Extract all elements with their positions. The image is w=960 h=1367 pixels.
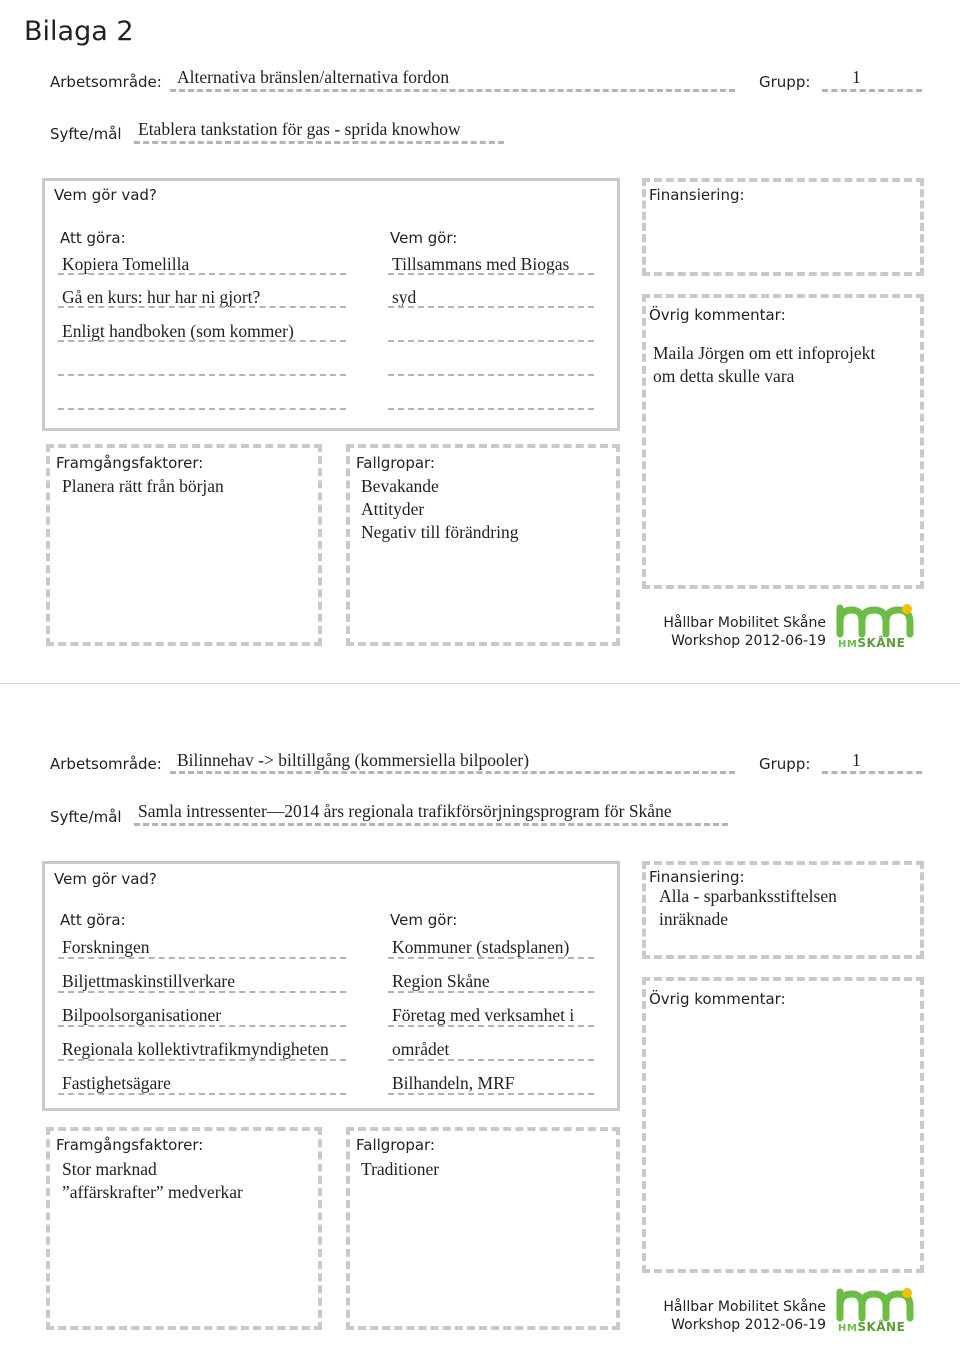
att-gora-line	[58, 991, 346, 993]
syfte-label: Syfte/mål	[50, 808, 122, 826]
framgangsfaktorer-label: Framgångsfaktorer:	[56, 454, 204, 472]
fallgropar-box	[346, 444, 620, 646]
vem-gor-line	[388, 306, 594, 308]
hm-skane-logo	[836, 600, 930, 650]
finansiering-label: Finansiering:	[649, 868, 745, 886]
ovrig-kommentar-line: om detta skulle vara	[653, 366, 795, 386]
logo-skane: SKÅNE	[857, 636, 906, 650]
framgangsfaktorer-box	[46, 1127, 322, 1330]
vem-gor-vad-label: Vem gör vad?	[54, 870, 157, 888]
att-gora-item: Bilpoolsorganisationer	[62, 1005, 222, 1025]
framgangsfaktorer-item: ”affärskrafter” medverkar	[62, 1182, 243, 1202]
fallgropar-label: Fallgropar:	[356, 454, 435, 472]
att-gora-label: Att göra:	[60, 911, 126, 929]
vem-gor-item: syd	[392, 287, 417, 307]
brand-line-1: Hållbar Mobilitet Skåne	[663, 1299, 826, 1315]
arbetsomrade-line	[170, 771, 735, 774]
att-gora-item: Kopiera Tomelilla	[62, 254, 190, 274]
att-gora-line	[58, 1093, 346, 1095]
att-gora-line	[58, 957, 346, 959]
vem-gor-label: Vem gör:	[390, 229, 458, 247]
logo-hm: HM	[838, 1323, 858, 1334]
brand-line-2: Workshop 2012-06-19	[671, 1317, 826, 1333]
ovrig-kommentar-label: Övrig kommentar:	[649, 306, 786, 324]
logo-hm: HM	[838, 639, 858, 650]
framgangsfaktorer-item: Stor marknad	[62, 1159, 157, 1179]
fallgropar-box	[346, 1127, 620, 1330]
vem-gor-item: Tillsammans med Biogas	[392, 254, 570, 274]
vem-gor-item: Företag med verksamhet i	[392, 1005, 575, 1025]
brand-line-2: Workshop 2012-06-19	[671, 633, 826, 649]
arbetsomrade-value: Bilinnehav -> biltillgång (kommersiella bilpooler)	[177, 750, 530, 770]
vem-gor-item: Bilhandeln, MRF	[392, 1073, 515, 1093]
att-gora-item: Forskningen	[62, 937, 150, 957]
vem-gor-item: Kommuner (stadsplanen)	[392, 937, 570, 957]
finansiering-line: Alla - sparbanksstiftelsen	[659, 886, 837, 906]
ovrig-kommentar-box	[642, 294, 924, 589]
grupp-label: Grupp:	[759, 755, 811, 773]
page-title: Bilaga 2	[24, 16, 134, 47]
vem-gor-line	[388, 957, 594, 959]
syfte-value: Samla intressenter—2014 års regionala trafikförsörjningsprogram för Skåne	[138, 801, 672, 821]
brand-line-1: Hållbar Mobilitet Skåne	[663, 615, 826, 631]
syfte-label: Syfte/mål	[50, 125, 122, 143]
att-gora-line	[58, 340, 346, 342]
fallgropar-item: Negativ till förändring	[361, 522, 519, 542]
ovrig-kommentar-box	[642, 977, 924, 1273]
finansiering-line: inräknade	[659, 909, 728, 929]
att-gora-item: Enligt handboken (som kommer)	[62, 321, 294, 341]
fallgropar-item: Bevakande	[361, 476, 439, 496]
arbetsomrade-line	[170, 89, 735, 92]
arbetsomrade-label: Arbetsområde:	[50, 73, 162, 91]
fallgropar-item: Attityder	[361, 499, 425, 519]
vem-gor-label: Vem gör:	[390, 911, 458, 929]
vem-gor-line	[388, 991, 594, 993]
brand-text	[640, 614, 826, 650]
grupp-line	[822, 771, 922, 774]
vem-gor-line	[388, 408, 594, 410]
syfte-line	[134, 823, 728, 826]
syfte-line	[134, 141, 504, 144]
brand-text	[640, 1298, 826, 1334]
att-gora-item: Biljettmaskinstillverkare	[62, 971, 236, 991]
fallgropar-label: Fallgropar:	[356, 1136, 435, 1154]
vem-gor-item: Region Skåne	[392, 971, 490, 991]
att-gora-line	[58, 273, 346, 275]
att-gora-item: Fastighetsägare	[62, 1073, 171, 1093]
vem-gor-line	[388, 1093, 594, 1095]
grupp-value: 1	[852, 67, 861, 87]
arbetsomrade-value: Alternativa bränslen/alternativa fordon	[177, 67, 450, 87]
vem-gor-line	[388, 340, 594, 342]
fallgropar-item: Traditioner	[361, 1159, 440, 1179]
vem-gor-line	[388, 1059, 594, 1061]
syfte-value: Etablera tankstation för gas - sprida knowhow	[138, 119, 461, 139]
page-separator	[0, 683, 960, 684]
grupp-value: 1	[852, 750, 861, 770]
vem-gor-line	[388, 374, 594, 376]
att-gora-line	[58, 306, 346, 308]
vem-gor-item: området	[392, 1039, 450, 1059]
finansiering-label: Finansiering:	[649, 186, 745, 204]
vem-gor-line	[388, 273, 594, 275]
vem-gor-line	[388, 1025, 594, 1027]
att-gora-line	[58, 1025, 346, 1027]
att-gora-line	[58, 408, 346, 410]
grupp-label: Grupp:	[759, 73, 811, 91]
att-gora-label: Att göra:	[60, 229, 126, 247]
grupp-line	[822, 89, 922, 92]
att-gora-item: Regionala kollektivtrafikmyndigheten	[62, 1039, 329, 1059]
framgangsfaktorer-item: Planera rätt från början	[62, 476, 224, 496]
hm-skane-logo	[836, 1284, 930, 1334]
arbetsomrade-label: Arbetsområde:	[50, 755, 162, 773]
att-gora-line	[58, 374, 346, 376]
vem-gor-vad-label: Vem gör vad?	[54, 186, 157, 204]
ovrig-kommentar-label: Övrig kommentar:	[649, 990, 786, 1008]
logo-skane: SKÅNE	[857, 1320, 906, 1334]
framgangsfaktorer-label: Framgångsfaktorer:	[56, 1136, 204, 1154]
ovrig-kommentar-line: Maila Jörgen om ett infoprojekt	[653, 343, 876, 363]
framgangsfaktorer-box	[46, 444, 322, 646]
att-gora-item: Gå en kurs: hur har ni gjort?	[62, 287, 261, 307]
att-gora-line	[58, 1059, 346, 1061]
